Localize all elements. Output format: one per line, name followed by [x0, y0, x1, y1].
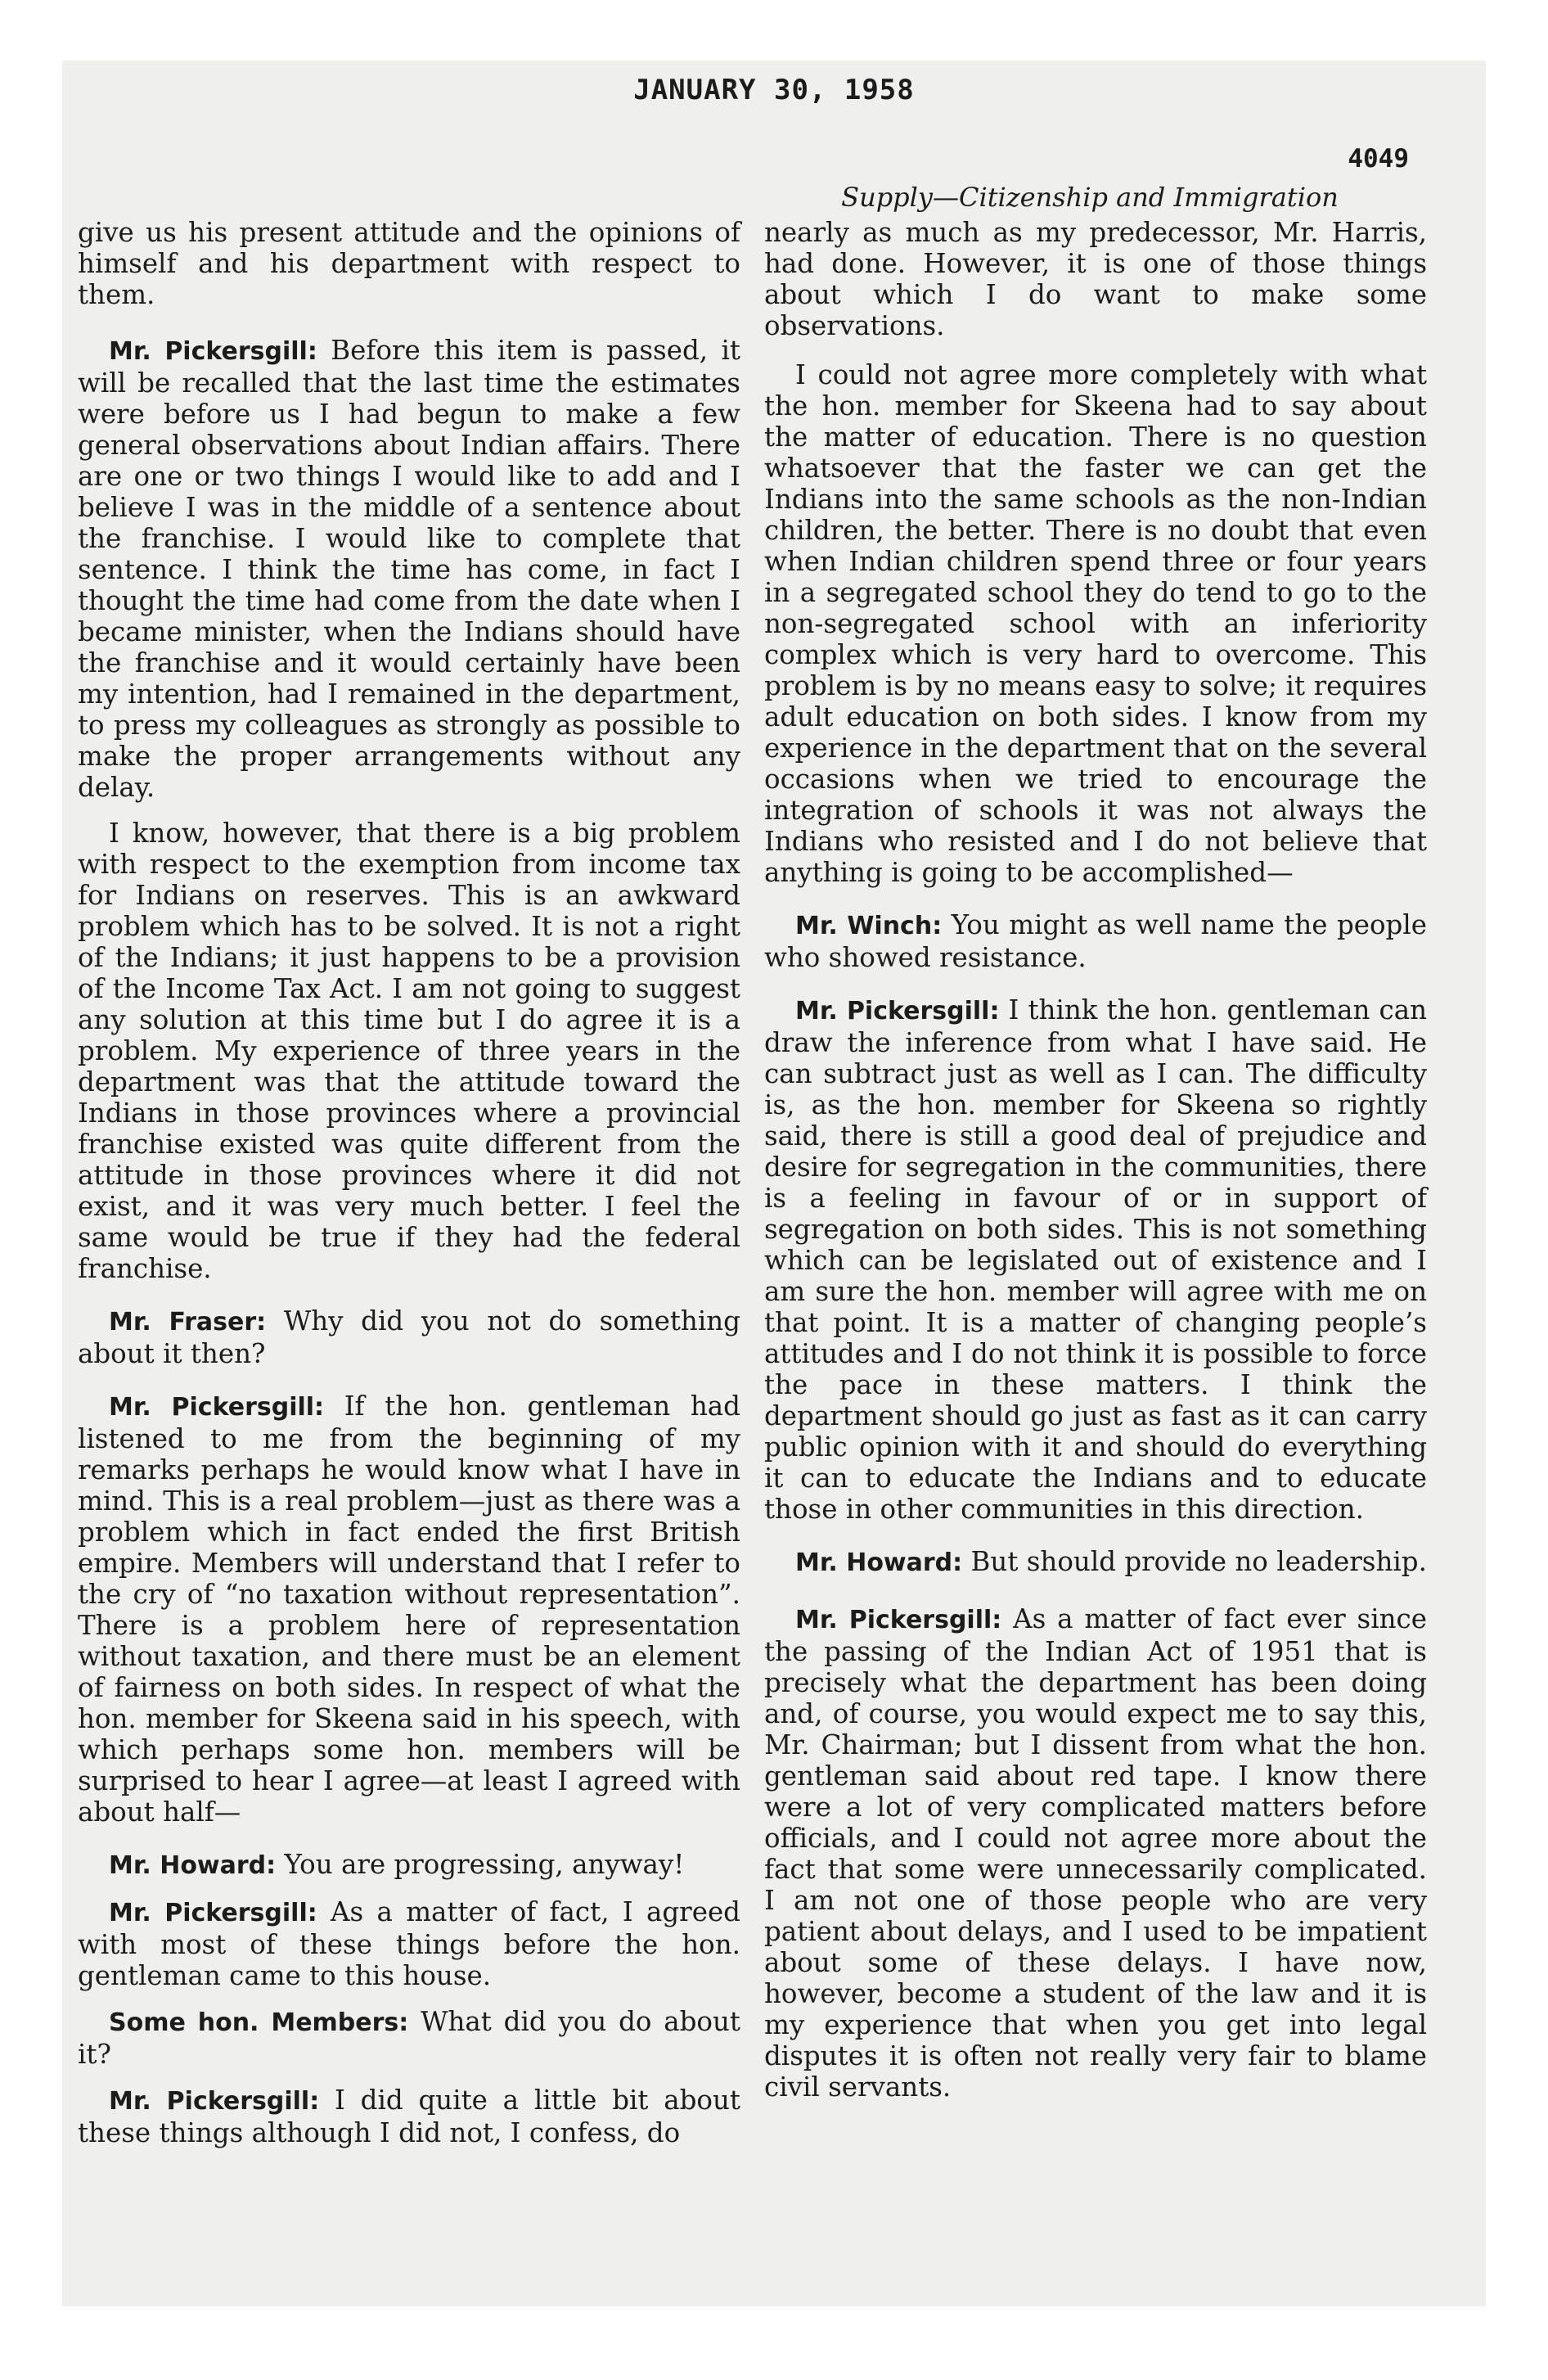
speaker-name: Mr. Pickersgill: — [109, 1393, 325, 1422]
paragraph-text: As a matter of fact, I agreed with most of these things before the hon. gentleman came to this house. — [78, 1896, 740, 1991]
paragraph — [78, 1391, 740, 1828]
paragraph-text: Before this item is passed, it will be recalled that the last time the estimates were before us I had begun to make a few general observations about Indian affairs. There are one or two things I would like to add and I believe I was in the middle of a sentence about the franchise. I would like to complete that sentence. I think the time has come, in fact I thought the time had come from the date when I became minister, when the Indians should have the franchise and it would certainly have been my intention, had I remained in the department, to press my colleagues as strongly as possible to make the proper arrangements without any delay. — [78, 335, 740, 803]
paragraph-text: As a matter of fact ever since the passing of the Indian Act of 1951 that is precisely what the department has been doing and, of course, you would expect me to say this, Mr. Chairman; but I dissent from what the hon. gentleman said about red tape. I know there were a lot of very complicated matters before officials, and I could not agree more about the fact that some were unnecessarily complicated. I am not one of those people who are very patient about delays, and I used to be impatient about some of these delays. I have now, however, become a student of the law and it is my experience that when you get into legal disputes it is often not really very fair to blame civil servants. — [764, 1603, 1427, 2103]
left-column — [78, 217, 740, 2166]
paragraph-text: nearly as much as my predecessor, Mr. Harris, had done. However, it is one of those things about which I do want to make some observations. — [764, 217, 1427, 341]
paragraph — [78, 818, 740, 1284]
speaker-name: Mr. Fraser: — [109, 1308, 267, 1336]
paragraph — [764, 359, 1427, 888]
speaker-name: Mr. Pickersgill: — [109, 2087, 320, 2116]
paragraph-text: Why did you not do something about it then? — [78, 1305, 740, 1369]
paragraph — [78, 1896, 740, 1991]
paragraph-text: What did you do about it? — [78, 2006, 740, 2070]
page-date-header: JANUARY 30, 1958 — [633, 74, 915, 106]
page-number: 4049 — [1348, 144, 1409, 174]
paragraph — [764, 1603, 1427, 2103]
paragraph — [78, 1849, 740, 1882]
paragraph — [78, 1305, 740, 1369]
paragraph-text: You might as well name the people who showed resistance. — [764, 909, 1427, 973]
paragraph — [764, 217, 1427, 341]
paragraph-text: You are progressing, anyway! — [284, 1849, 685, 1880]
speaker-name: Mr. Howard: — [795, 1548, 963, 1577]
paragraph — [78, 335, 740, 803]
paragraph — [764, 994, 1427, 1525]
speaker-name: Mr. Pickersgill: — [795, 997, 1000, 1025]
speaker-name: Some hon. Members: — [109, 2008, 409, 2037]
paragraph-text: I know, however, that there is a big problem with respect to the exemption from income tax for Indians on reserves. This is an awkward problem which has to be solved. It is not a right of the Indians; it just happens to be a provision of the Income Tax Act. I am not going to suggest any solution at this time but I do agree it is a problem. My experience of three years in the department was that the attitude toward the Indians in those provinces where a provincial franchise existed was quite different from the attitude in those provinces where it did not exist, and it was very much better. I feel the same would be true if they had the federal franchise. — [78, 818, 740, 1284]
paragraph-text: give us his present attitude and the opinions of himself and his department with respect to them. — [78, 217, 740, 310]
paragraph-text: I did quite a little bit about these things although I did not, I confess, do — [78, 2085, 740, 2148]
paragraph — [764, 1546, 1427, 1579]
speaker-name: Mr. Pickersgill: — [109, 1899, 317, 1927]
speaker-name: Mr. Winch: — [795, 912, 943, 940]
paragraph-text: But should provide no leadership. — [970, 1546, 1427, 1577]
paragraph — [78, 2085, 740, 2148]
paragraph — [78, 217, 740, 310]
paragraph-text: If the hon. gentleman had listened to me from the beginning of my remarks perhaps he would know what I have in mind. This is a real problem—just as there was a problem which in fact ended the first British empire. Members will understand that I refer to the cry of “no taxation without representation”. There is a problem here of representation without taxation, and there must be an element of fairness on both sides. In respect of what the hon. member for Skeena said in his speech, with which perhaps some hon. members will be surprised to hear I agree—at least I agreed with about half— — [78, 1391, 740, 1828]
paragraph-text: I could not agree more completely with what the hon. member for Skeena had to say about the matter of education. There is no question whatsoever that the faster we can get the Indians into the same schools as the non-Indian children, the better. There is no doubt that even when Indian children spend three or four years in a segregated school they do tend to go to the non-segregated school with an inferiority complex which is very hard to overcome. This problem is by no means easy to solve; it requires adult education on both sides. I know from my experience in the department that on the several occasions when we tried to encourage the integration of schools it was not always the Indians who resisted and I do not believe that anything is going to be accomplished— — [764, 359, 1427, 888]
paragraph-text: I think the hon. gentleman can draw the inference from what I have said. He can subtract just as well as I can. The difficulty is, as the hon. member for Skeena so rightly said, there is still a good deal of prejudice and desire for segregation in the communities, there is a feeling in favour of or in support of segregation on both sides. This is not something which can be legislated out of existence and I am sure the hon. member will agree with me on that point. It is a matter of changing people’s attitudes and I do not think it is possible to force the pace in these matters. I think the department should go just as fast as it can carry public opinion with it and should do everything it can to educate the Indians and to educate those in other communities in this direction. — [764, 994, 1427, 1525]
speaker-name: Mr. Howard: — [109, 1851, 277, 1880]
paragraph — [764, 909, 1427, 973]
section-subject: Supply—Citizenship and Immigration — [841, 182, 1339, 213]
speaker-name: Mr. Pickersgill: — [109, 337, 317, 366]
speaker-name: Mr. Pickersgill: — [795, 1606, 1002, 1634]
paragraph — [78, 2006, 740, 2070]
right-column — [764, 217, 1427, 2121]
